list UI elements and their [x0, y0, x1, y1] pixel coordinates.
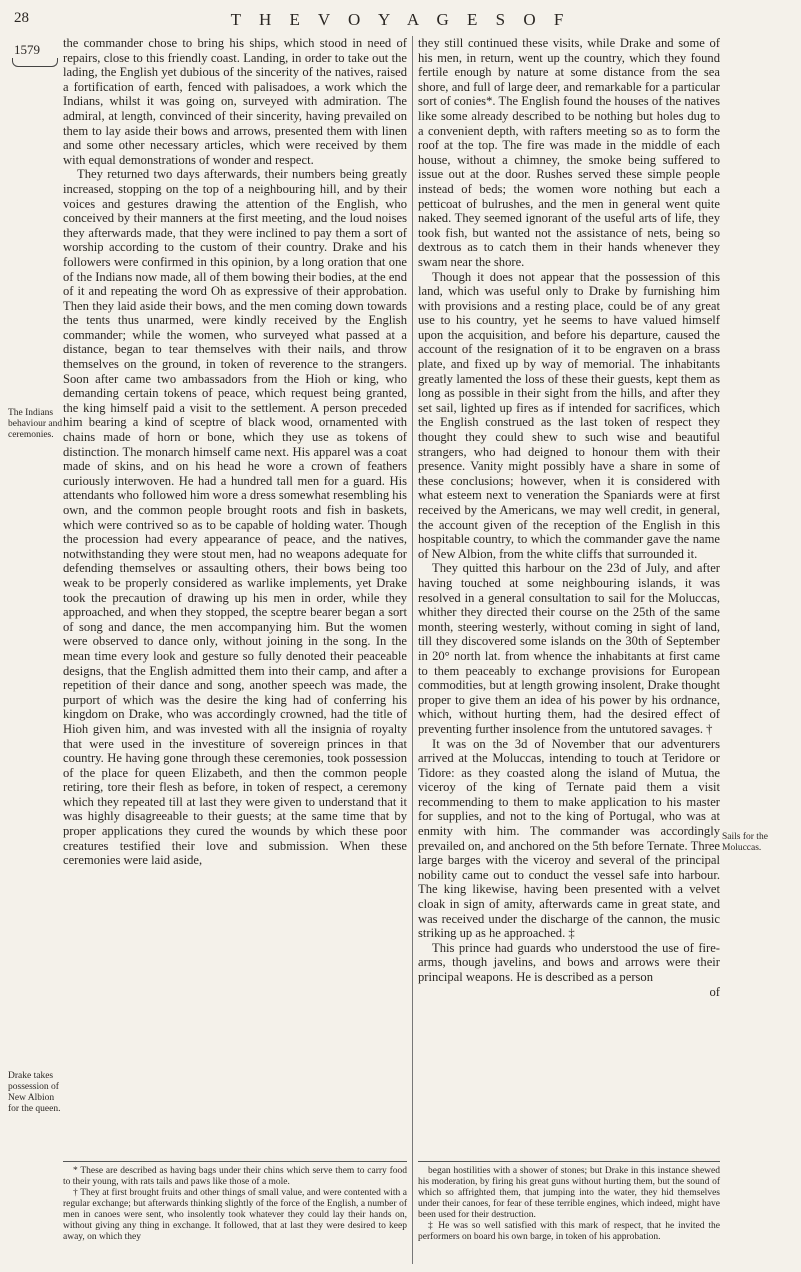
sidenote-indians-behaviour: The Indians behaviour and ceremonies.: [8, 408, 63, 440]
paragraph: Though it does not appear that the possession of this land, which was useful only to Drake by furnishing him with provisions and a resting place, could be of any great use to his country, yet he seems to have valued himself upon the acquisition, and before his departure, caused the account of the resignation of it to be engraven on a brass plate, and fixed up by way of memorial. The inhabitants greatly lamented the loss of these their guests, kept them as long as possible in their sight from the hills, and after they set sail, lighted up fires as if intended for sacrifices, which the English construed as the last token of respect they thought they could shew to such wise and beautiful strangers, who had deigned to honour them with their presence. Vanity might possibly have a share in some of these conclusions; however, when it is considered with what esteem next to veneration the Spaniards were at first received by the Americans, we may well credit, in general, the account given of the reception of the English in this hospitable country, to which the commander gave the name of New Albion, from the white cliffs that surrounded it.: [418, 269, 720, 561]
catchword: of: [709, 984, 720, 999]
footnote-rule-right: [418, 1161, 720, 1162]
footnotes-left: [63, 1166, 407, 1243]
right-column: [418, 36, 720, 999]
paragraph: They returned two days afterwards, their numbers being greatly increased, stopping on the top of a neighbouring hill, and by their voices and gestures drawing the attention of the English, who conceived by their manners at the first meeting, and the loud noises they afterwards made, that they were inclined to pay them a sort of worship according to the custom of their country. Drake and his followers were confirmed in this opinion, by a long oration that one of the Indians now made, all of them bowing their bodies, at the end of it and repeating the word Oh as expressive of their approbation. Then they laid aside their bows, and the men coming down towards the tents thus unarmed, were kindly received by the English commander; while the women, who surveyed what passed at a distance, began to tear themselves with their nails, and throw themselves on the ground, in token of reverence to the strangers. Soon after came two ambassadors from the Hioh or king, who demanding certain tokens of peace, which request being granted, the king himself paid a visit to the settlement. A person preceded him bearing a kind of sceptre of black wood, ornamented with chains made of horn or bone, which they use as tokens of distinction. The monarch himself came next. His apparel was a coat made of skins, and on his head he wore a crown of feathers curiously interwoven. He had a hundred tall men for a guard. His attendants who followed him wore a dress somewhat resembling his own, and the common people brought roots and fish in baskets, which were contrived so as to be capable of holding water. Though the procession had every appearance of peace, and the natives, notwithstanding they were stout men, had no weapons adequate for defending themselves or assaulting others, their bows being too weak to be properly considered as warlike implements, yet Drake took the precaution of drawing up his men in order, while they approached, and when they stopped, the sceptre bearer began a sort of song and dance, the men accompanying him. But the women were observed to dance only, without joining in the song. In the mean time every look and gesture so fully denoted their peaceable designs, that the English admitted them into their camp, and after a repetition of their dance and song, another speech was made, the purport of which was the desire the king had of conferring his kingdom on Drake, who was accordingly crowned, had the title of Hioh given him, and was invested with all the insignia of royalty that were used in the investiture of sovereign princes in that country. He having gone through these ceremonies, took possession of the place for queen Elizabeth, and then the common people retiring, tore their flesh as before, in token of respect, a ceremony which they repeated till at last they were given to understand that it was highly disagreeable to their guests; at the same time that by proper applications they cured the wounds by which these poor creatures testified their love and submission. When these ceremonies were laid aside,: [63, 167, 407, 868]
footnote: ‡ He was so well satisfied with this mark of respect, that he invited the performers on board his own barge, in token of his approbation.: [418, 1221, 720, 1242]
footnote: * These are described as having bags under their chins which serve them to carry food to their young, with rats tails and paws like those of a mole.: [63, 1166, 407, 1187]
column-divider: [412, 36, 413, 1264]
footnote-rule-left: [63, 1161, 407, 1162]
page-number: 28: [14, 10, 29, 26]
footnotes-right: [418, 1166, 720, 1243]
running-head: T H E V O Y A G E S O F: [230, 10, 571, 29]
sidenote-drake-possession: Drake takes possession of New Albion for the queen.: [8, 1071, 61, 1114]
sidenote-sails-moluccas: Sails for the Moluccas.: [722, 832, 768, 853]
year-brace-ornament: [12, 58, 58, 67]
year-marginal: 1579: [14, 42, 40, 57]
paragraph: they still continued these visits, while Drake and some of his men, in return, went up the country, which they found fertile enough by nature at some distance from the sea shore, and full of large deer, and remarkable for a particular sort of conies*. The English found the houses of the natives like some already described to be nothing but holes dug to a convenient depth, with rafters meeting so as to form the roof at the top. The fire was made in the middle of each house, without a chimney, the smoke being suffered to issue out at the door. Rushes served these simple people instead of beds; the women wore nothing but each a petticoat of bulrushes, and the men in general went quite naked. They seemed ignorant of the useful arts of life, they took fish, but wanted not the assistance of nets, being so dextrous as to catch them in their hands whenever they swam near the shore.: [418, 36, 720, 269]
paragraph: This prince had guards who understood the use of fire-arms, though javelins, and bows and arrows were their principal weapons. He is described as a person: [418, 940, 720, 984]
left-column: [63, 36, 407, 868]
paragraph: It was on the 3d of November that our adventurers arrived at the Moluccas, intending to touch at Teridore or Tidore: as they coasted along the island of Mutua, the viceroy of the king of Ternate paid them a visit recommending to them to make application to his master for supplies, and not to the king of Portugal, who was at enmity with him. The commander was accordingly prevailed on, and anchored on the 5th before Ternate. Three large barges with the viceroy and several of the principal nobility came out to conduct the vessel safe into harbour. The king likewise, having been presented with a velvet cloak in sign of amity, afterwards came in great state, and was received under the discharge of the cannon, the music striking up as he approached. ‡: [418, 736, 720, 941]
paragraph: They quitted this harbour on the 23d of July, and after having touched at some neighbouring islands, it was resolved in a general consultation to sail for the Moluccas, whither they directed their course on the 25th of the same month, steering westerly, without coming in sight of land, till they discovered some islands on the 30th of September in 20° north lat. from whence the inhabitants at first came to them peaceably to exchange provisions for European commodities, but at length growing insolent, Drake thought proper to give them an idea of his power by his ordnance, which, without hurting them, had the desired effect of preventing further insolence from the untutored savages. †: [418, 561, 720, 736]
paragraph: the commander chose to bring his ships, which stood in need of repairs, close to this friendly coast. Landing, in order to take out the lading, the English yet dubious of the sincerity of the natives, raised a fortification of earth, fenced with palisadoes, a work which the Indians, whilst it was going on, surveyed with admiration. The admiral, at length, convinced of their sincerity, having prevailed on them to lay aside their bows and arrows, presented them with linen and some other necessary articles, which were received by them with equal demonstrations of wonder and respect.: [63, 36, 407, 167]
footnote: began hostilities with a shower of stones; but Drake in this instance shewed his moderation, by firing his great guns without hurting them, but the sound of which so affrighted them, that jumping into the water, they hid themselves under their canoes, for fear of these terrible engines, which indeed, might have been used for their destruction.: [418, 1166, 720, 1220]
footnote: † They at first brought fruits and other things of small value, and were contented with a regular exchange; but afterwards thinking slightly of the force of the English, a number of men in canoes were sent, who insolently took whatever they could lay their hands on, without giving any thing in exchange. It followed, that at last they were desired to keep away, on which they: [63, 1188, 407, 1242]
